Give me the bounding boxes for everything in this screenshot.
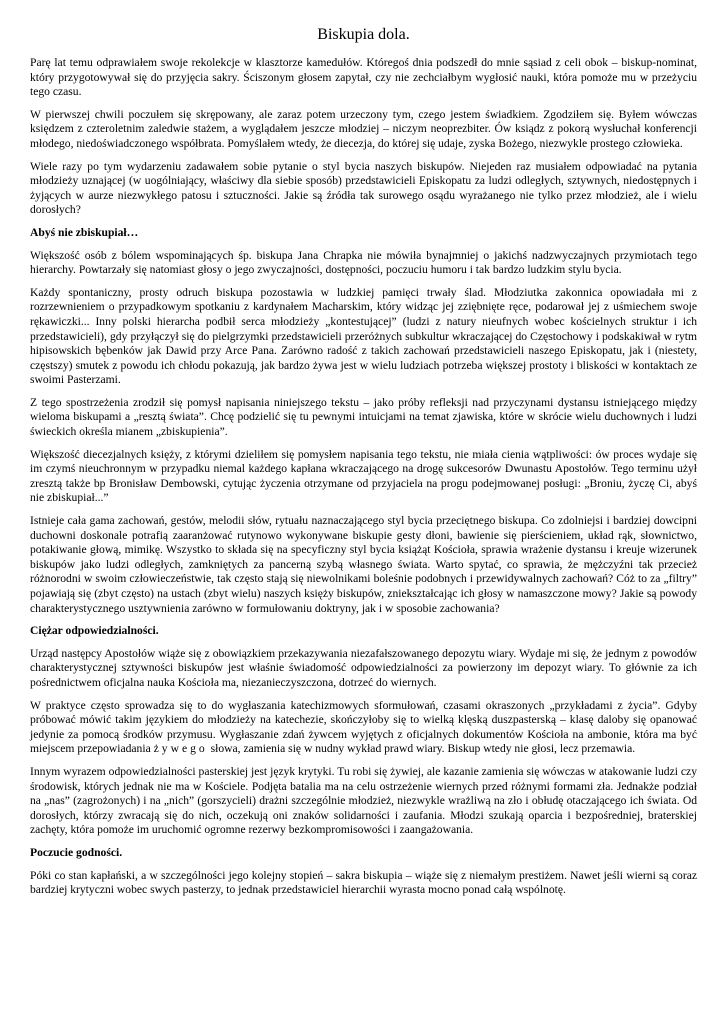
paragraph-10-before: W praktyce często sprowadza się to do wygłaszania katechizmowych sformułowań, czasami okraszonych „przykładami z życia”. Gdyby próbować mówić takim językiem do młodzieży na katechezie, skończyłoby się to wielką klęską duszpasterską – klasę daloby się opanować jedynie za pomocą środków przymusu. Wygłaszanie zdań żywcem wyjętych z oficjalnych dokumentów Kościoła na ambonie, która ma być miejscem przepowiadania bbox=[30, 698, 697, 756]
section-heading-1: Abyś nie zbiskupiał… bbox=[30, 225, 139, 239]
paragraph-1: Parę lat temu odprawiałem swoje rekolekcje w klasztorze kamedułów. Któregoś dnia podszedł do mnie sąsiad z celi obok – biskup-nominat, który przygotowywał się do przyjęcia sakry. Ściszonym głosem zapytał, czy nie zechciałbym wygłosić nauki, która pomoże mu w przeżyciu tego czasu. bbox=[30, 56, 697, 99]
document-title: Biskupia dola. bbox=[317, 26, 410, 43]
paragraph-7: Większość diecezjalnych księży, z którymi dzieliłem się pomysłem napisania tego tekstu, nie miała cienia wątpliwości: ów proces wydaje się im czymś nieuchronnym w przypadku niemal każdego kapłana wkraczającego na drogę sukcesorów Dwunastu Apostołów. Tego terminu użył zresztą także bp Bronisław Dembowski, cytując życzenia otrzymane od przyjaciela na progu podejmowanej posługi: „Broniu, życzę Ci, abyś nie zbiskupiał...” bbox=[30, 447, 697, 505]
document-page bbox=[30, 26, 697, 906]
paragraph-5: Każdy spontaniczny, prosty odruch biskupa pozostawia w ludzkiej pamięci trwały ślad. Młodziutka zakonnica opowiadała mi z rozrzewnieniem o przypadkowym spotkaniu z kardynałem Macharskim, który widząc jej zziębnięte ręce, podarował jej z uśmiechem swoje rękawiczki... Inny polski hierarcha podbił serca młodzieży „kontestującej” (ludzi z natury nieufnych wobec kościelnych struktur i ich przedstawicieli), gdy przyłączył się do pielgrzymki przedstawicieli przeróżnych subkultur wkraczającej do Częstochowy i podskakiwał w rytm hipisowskich bębenków jak Dawid przy Arce Pana. Zarówno radość z takich zachowań przedstawicieli naszego Episkopatu, jak i (niestety, częstszy) smutek z powodu ich chłodu pokazują, jak bardzo żywa jest w wielu ludziach potrzeba większej prostoty i bliskości w kontaktach ze swoimi Pasterzami. bbox=[30, 285, 697, 387]
paragraph-12: Póki co stan kapłański, a w szczególności jego kolejny stopień – sakra biskupia – wiąże się z niemałym prestiżem. Nawet jeśli wierni są coraz bardziej krytyczni wobec swych pasterzy, to jednak przedstawiciel hierarchii wyrasta mocno ponad całą wspólnotę. bbox=[30, 868, 697, 897]
section-heading-3: Poczucie godności. bbox=[30, 845, 123, 859]
paragraph-8: Istnieje cała gama zachowań, gestów, melodii słów, rytuału naznaczającego styl bycia przeciętnego biskupa. Co zdolniejsi i bardziej dowcipni duchowni doskonale potrafią zaaranżować rutynowo wykonywane biskupie gesty dłoni, bawienie się pierścieniem, układ rąk, słownictwo, potakiwanie głową, mimikę. Wszystko to składa się na specyficzny styl bycia książąt Kościoła, sprawia wrażenie dystansu i kreuje wizerunek biskupów jako ludzi odległych, zamkniętych za pancerną szybą własnego świata. Warto spytać, co sprawia, że mężczyźni tak przecież różnorodni w swoim człowieczeństwie, tak często stają się niewolnikami boleśnie podobnych i przewidywalnych zachowań? Cóż to za „filtry” pojawiają się (zbyt często) na ustach (zbyt wielu) naszych księży biskupów, zniekształcając ich głosy w namaszczone mowy? Jakie są powody charakterystycznego usztywnienia zarówno w formułowaniu doktryny, jak i w sposobie zachowania? bbox=[30, 514, 697, 615]
section-heading-2: Ciężar odpowiedzialności. bbox=[30, 624, 159, 638]
paragraph-11: Innym wyrazem odpowiedzialności pasterskiej jest język krytyki. Tu robi się żywiej, ale kazanie zamienia się wówczas w atakowanie ludzi czy środowisk, których jednak nie ma w Kościele. Podjęta batalia ma na celu ostrzeżenie wiernych przed różnymi formami zła. Jednakże podział na „nas” (zagrożonych) i na „nich” (gorszycieli) drażni szczególnie młodzież, niezwykle wrażliwą na zło i obłudę otaczającego ich świata. Od dorosłych, którzy zwracają się do nich, oczekują oni znaków solidarności i zaufania. Młodzi szukają oparcia i bezpośredniej, braterskiej zachęty, która pomoże im uruchomić ogromne rezerwy bezkompromisowości i zaangażowania. bbox=[30, 764, 697, 837]
paragraph-2: W pierwszej chwili poczułem się skrępowany, ale zaraz potem urzeczony tym, czego jestem świadkiem. Zgodziłem się. Byłem wówczas księdzem z czteroletnim zaledwie stażem, a wyglądałem jeszcze młodziej – niczym neoprezbiter. Ów ksiądz z pokorą wysłuchał konferencji młodego, niedoświadczonego współbrata. Pomyślałem wtedy, że diecezja, do której się udaje, zyska Bożego, niezwykle prostego człowieka. bbox=[30, 107, 697, 150]
paragraph-10 bbox=[30, 699, 697, 757]
paragraph-10-after: słowa, zamienia się w nudny wykład prawd wiary. Biskup wtedy nie głosi, lecz przemawia. bbox=[210, 742, 636, 756]
paragraph-4: Większość osób z bólem wspominających śp. biskupa Jana Chrapka nie mówiła bynajmniej o jakichś nadzwyczajnych przymiotach tego hierarchy. Powtarzały się natomiast głosy o jego zwyczajności, dostępności, poczuciu humoru i tak bardzo ludzkim stylu bycia. bbox=[30, 248, 697, 277]
paragraph-3: Wiele razy po tym wydarzeniu zadawałem sobie pytanie o styl bycia naszych biskupów. Niejeden raz musiałem odpowiadać na pytania młodzieży uznającej (w uogólniający, właściwy dla siebie sposób) przedstawicieli Episkopatu za ludzi odległych, sztywnych, niedostępnych i żyjących w aurze niezwykłego patosu i sztuczności. Jakie są źródła tak surowego osądu wyrażanego nie tylko przez młodzież, ale i wielu dorosłych? bbox=[30, 159, 697, 217]
paragraph-10-spaced-word: żywego bbox=[153, 742, 208, 756]
paragraph-6: Z tego spostrzeżenia zrodził się pomysł napisania niniejszego tekstu – jako próby refleksji nad przyczynami dystansu istniejącego między wieloma biskupami a „resztą świata”. Chcę podzielić się tu pewnymi intuicjami na temat zjawiska, które w skrócie wielu duchownych i ludzi świeckich określa mianem „zbiskupienia”. bbox=[30, 395, 697, 439]
paragraph-9: Urząd następcy Apostołów wiąże się z obowiązkiem przekazywania niezafałszowanego depozytu wiary. Wydaje mi się, że jednym z powodów charakterystycznej sztywności biskupów jest właśnie świadomość odpowiedzialności za powierzony im depozyt wiary. To głównie za ich pośrednictwem oficjalna nauka Kościoła ma, niezanieczyszczona, dotrzeć do wiernych. bbox=[30, 646, 697, 689]
